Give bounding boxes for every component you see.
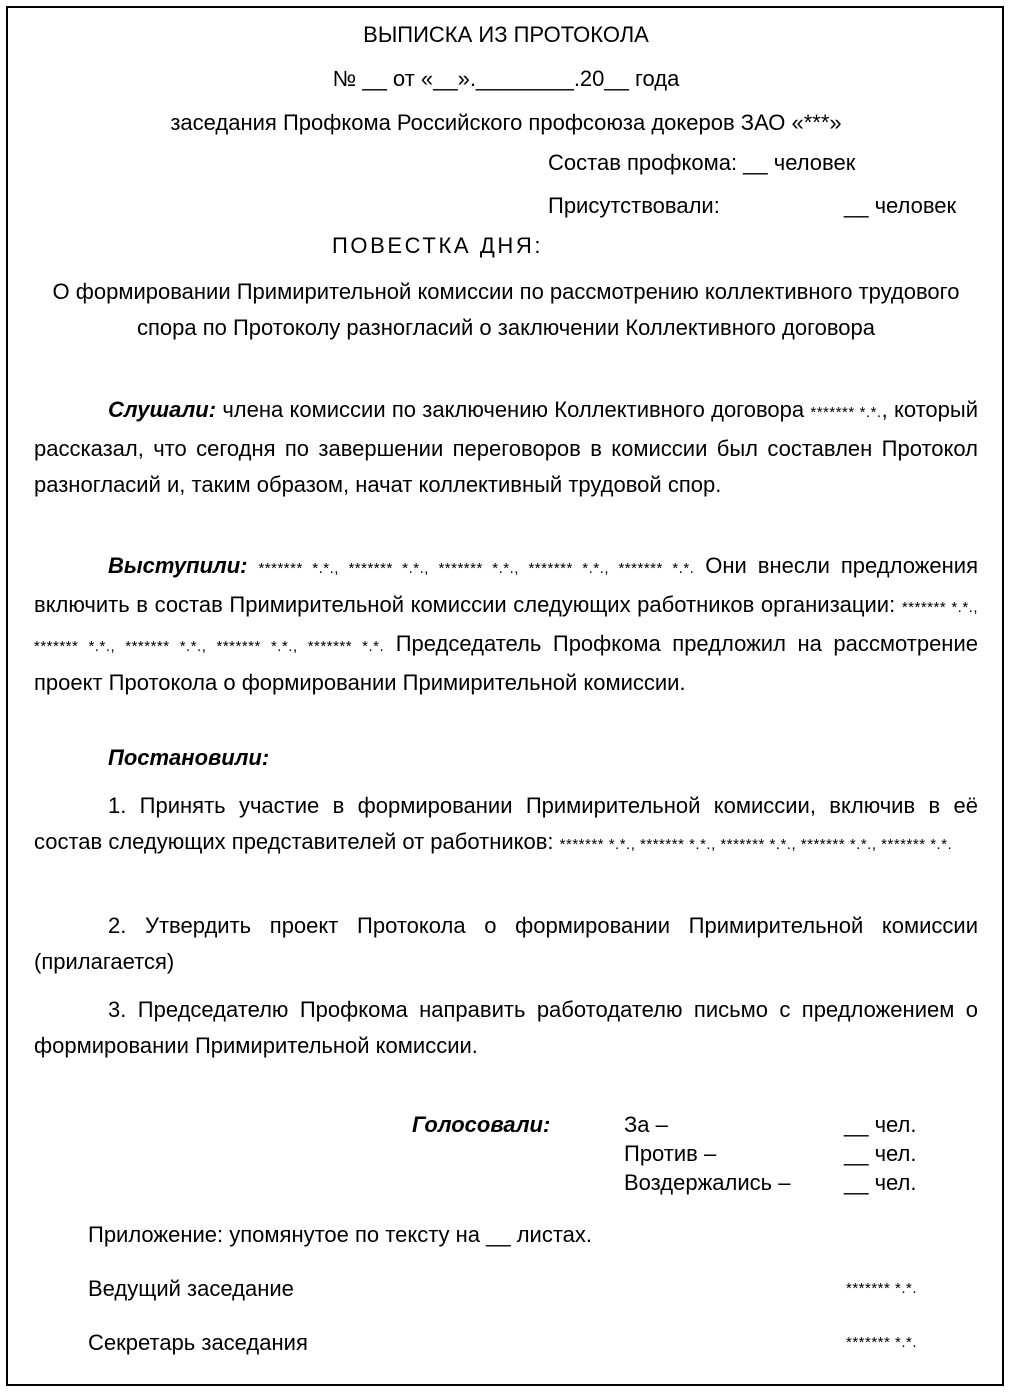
- spoke-nominees: ******* *.*., ******* *.*., ******* *.*., ******* *.*., ******* *.*.: [34, 599, 978, 655]
- document-title: ВЫПИСКА ИЗ ПРОТОКОЛА: [363, 22, 649, 47]
- vote-against-label: Против –: [624, 1141, 717, 1166]
- agenda-heading: ПОВЕСТКА ДНЯ:: [332, 233, 544, 258]
- heard-label: Слушали:: [108, 397, 217, 422]
- resolution-item-2: 2. Утвердить проект Протокола о формировании Примирительной комиссии (прилагается): [34, 913, 978, 974]
- protocol-number-line: № __ от «__».________.20__ года: [332, 66, 680, 91]
- spoke-speakers: ******* *.*., ******* *.*., ******* *.*., ******* *.*., ******* *.*.: [258, 560, 695, 577]
- spoke-text-b: Председатель Профкома предложил на рассмотрение проект Протокола о формировании Примирительной комиссии.: [34, 631, 978, 695]
- resolution-item-1: [34, 788, 978, 863]
- vote-abstain-count: __ чел.: [844, 1170, 917, 1195]
- spoke-label: Выступили:: [108, 553, 248, 578]
- resolution-item-3: 3. Председателю Профкома направить работодателю письмо с предложением о формировании Примирительной комиссии.: [34, 997, 978, 1058]
- committee-composition: Состав профкома: __ человек: [548, 150, 856, 175]
- vote-abstain-label: Воздержались –: [624, 1170, 791, 1195]
- vote-against-count: __ чел.: [844, 1141, 917, 1166]
- resolution-item-1-names: ******* *.*., ******* *.*., ******* *.*., ******* *.*., ******* *.*.: [559, 836, 953, 853]
- secretary-name: ******* *.*.: [846, 1334, 918, 1351]
- present-value: __ человек: [844, 193, 957, 218]
- vote-for-count: __ чел.: [844, 1112, 917, 1137]
- chair-name: ******* *.*.: [846, 1280, 918, 1297]
- chair-label: Ведущий заседание: [88, 1276, 294, 1301]
- heard-speaker: ******* *.*.: [810, 404, 882, 421]
- heard-text-a: члена комиссии по заключению Коллективного договора: [216, 397, 811, 422]
- voting-label: Голосовали:: [412, 1112, 551, 1137]
- present-label: Присутствовали:: [548, 193, 720, 218]
- organization-line: заседания Профкома Российского профсоюза докеров ЗАО «***»: [170, 110, 842, 135]
- resolution-item-1-text: 1. Принять участие в формировании Примирительной комиссии, включив в её состав следующих представителей от работников:: [34, 793, 978, 854]
- spoke-paragraph: [34, 548, 978, 701]
- heard-paragraph: [34, 392, 978, 503]
- spoke-text-a: Они внесли предложения включить в состав Примирительной комиссии следующих работников организации:: [34, 553, 978, 617]
- secretary-label: Секретарь заседания: [88, 1330, 308, 1355]
- agenda-text: О формировании Примирительной комиссии по рассмотрению коллективного трудового спора по Протоколу разногласий о заключении Коллективного договора: [52, 279, 960, 340]
- resolved-label: Постановили:: [108, 745, 270, 770]
- heard-text-b: , который рассказал, что сегодня по завершении переговоров в комиссии был составлен Протокол разногласий и, таким образом, начат коллективный трудовой спор.: [34, 397, 978, 497]
- appendix-note: Приложение: упомянутое по тексту на __ листах.: [88, 1222, 593, 1247]
- resolved-heading: [34, 740, 978, 776]
- vote-for-label: За –: [624, 1112, 668, 1137]
